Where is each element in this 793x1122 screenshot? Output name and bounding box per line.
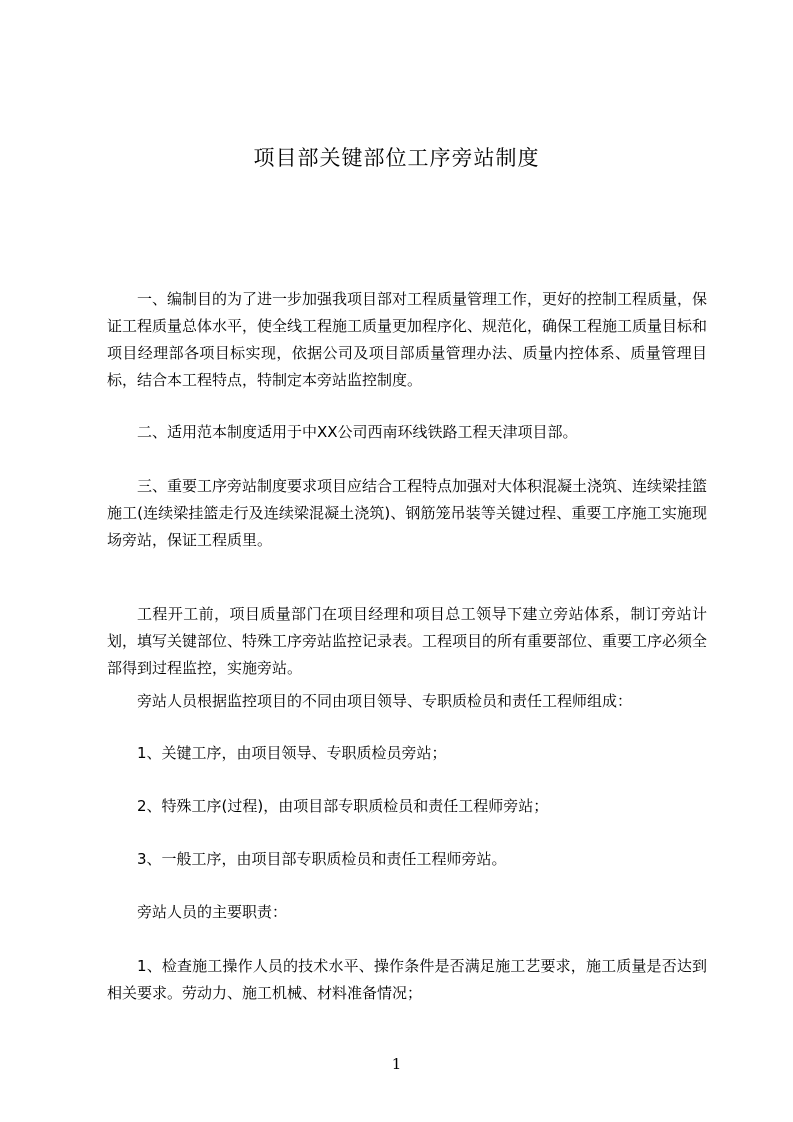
list-item-key-process: 1、关键工序，由项目领导、专职质检员旁站； <box>137 744 447 762</box>
paragraph-purpose: 一、编制目的为了进一步加强我项目部对工程质量管理工作，更好的控制工程质量，保证工程质量总体水平，使全线工程施工质量更加程序化、规范化，确保工程施工质量目标和项目经理部各项目标实现，依据公司及项目部质量管理办法、质量内控体系、质量管理目标，结合本工程特点，特制定本旁站监控制度。 <box>107 290 708 389</box>
list-item-duty-1: 1、检查施工操作人员的技术水平、操作条件是否满足施工艺要求，施工质量是否达到相关要求。劳动力、施工机械、材料准备情况； <box>107 957 707 1002</box>
list-item-general-process: 3、一般工序，由项目部专职质检员和责任工程师旁站。 <box>137 850 507 868</box>
page-number: 1 <box>391 1055 402 1073</box>
paragraph-scope: 二、适用范本制度适用于中XX公司西南环线铁路工程天津项目部。 <box>137 423 578 441</box>
list-item-special-process: 2、特殊工序(过程)，由项目部专职质检员和责任工程师旁站； <box>137 797 549 815</box>
paragraph-duties-heading: 旁站人员的主要职责： <box>137 903 288 921</box>
paragraph-personnel: 旁站人员根据监控项目的不同由项目领导、专职质检员和责任工程师组成： <box>137 692 633 710</box>
paragraph-requirements: 三、重要工序旁站制度要求项目应结合工程特点加强对大体积混凝土浇筑、连续梁挂篮施工(连续梁挂篮走行及连续梁混凝土浇筑)、钢筋笼吊装等关键过程、重要工序施工实施现场旁站，保证工程质里。 <box>107 477 708 549</box>
page-title: 项目部关键部位工序旁站制度 <box>253 146 540 170</box>
paragraph-preparation: 工程开工前，项目质量部门在项目经理和项目总工领导下建立旁站体系，制订旁站计划，填写关键部位、特殊工序旁站监控记录表。工程项目的所有重要部位、重要工序必须全部得到过程监控，实施旁站。 <box>107 605 708 677</box>
